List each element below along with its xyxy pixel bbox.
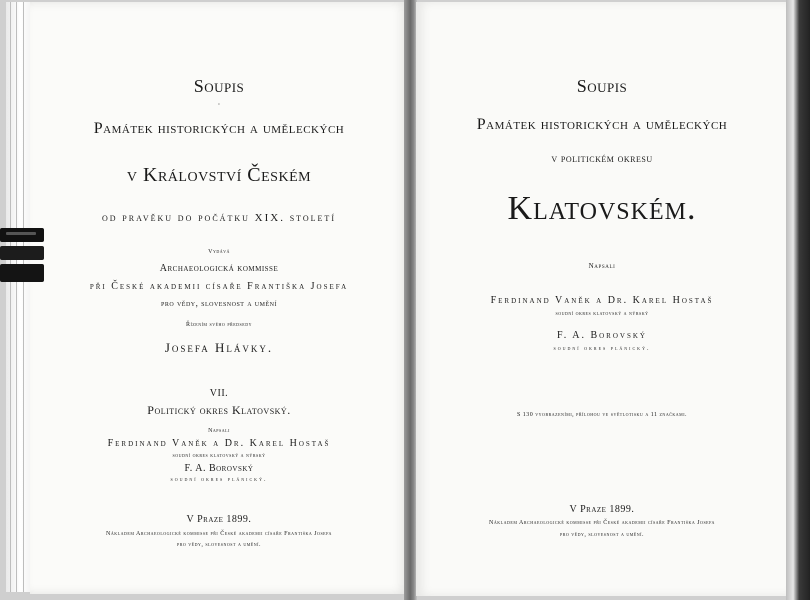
right-authors-1: Ferdinand Vaněk a Dr. Karel Hostaš [490, 295, 714, 306]
right-imprint-place: V Praze 1899. [569, 504, 635, 515]
left-page-text [30, 0, 408, 600]
left-authors-1-role: soudní okres klatovský a nýrský [172, 453, 266, 459]
left-publisher-1: Archaeologická kommisse [159, 263, 279, 274]
right-imprint-2: pro vědy, slovesnost a umění. [560, 532, 644, 538]
right-authors-2-role: soudní okres plánický. [553, 346, 651, 352]
left-editor-label: Řízením svého předsedy [185, 322, 252, 328]
left-publisher-label: Vydává [208, 249, 230, 255]
left-imprint-place: V Praze 1899. [186, 514, 252, 525]
left-authors-2-role: soudní okres plánický. [170, 477, 268, 483]
left-period: od pravěku do počátku XIX. století [102, 212, 336, 224]
left-volume: VII. [209, 388, 229, 399]
right-authors-2: F. A. Borovský [557, 330, 647, 341]
left-subtitle: Památek historických a uměleckých [93, 120, 345, 137]
book-cover-edge [786, 0, 810, 600]
left-authors-2: F. A. Borovský [184, 463, 254, 474]
left-publisher-3: pro vědy, slovesnost a umění [161, 298, 277, 308]
right-name: Klatovském. [507, 190, 697, 227]
right-authors-1-role: soudní okres klatovský a nýrský [555, 311, 649, 317]
left-publisher-2: při České akademii císaře Františka Josefa [89, 281, 349, 292]
left-imprint-1: Nákladem Archaeologické kommisse při České akademii císaře Františka Josefa [106, 531, 332, 537]
left-editor: Josefa Hlávky. [164, 340, 274, 355]
right-imprint-1: Nákladem Archaeologické kommisse při České akademii císaře Františka Josefa [489, 520, 715, 526]
left-volume-title: Politický okres Klatovský. [147, 403, 291, 417]
right-title: Soupis [576, 76, 628, 96]
left-wrote-label: Napsali [208, 428, 230, 434]
left-title: Soupis [193, 76, 245, 96]
ornament-dot: · [217, 100, 221, 109]
left-realm: v Království Českém [126, 164, 312, 186]
left-authors-1: Ferdinand Vaněk a Dr. Karel Hostaš [107, 438, 331, 449]
right-wrote-label: Napsali [588, 262, 616, 270]
right-illustrations: S 130 vyobrazeními, přílohou ve světlotisku a 11 značkami. [516, 412, 688, 418]
right-page-text [416, 0, 788, 600]
right-district: v politickém okresu [551, 153, 653, 165]
right-subtitle: Památek historických a uměleckých [476, 116, 728, 133]
left-imprint-2: pro vědy, slovesnost a umění. [177, 542, 261, 548]
